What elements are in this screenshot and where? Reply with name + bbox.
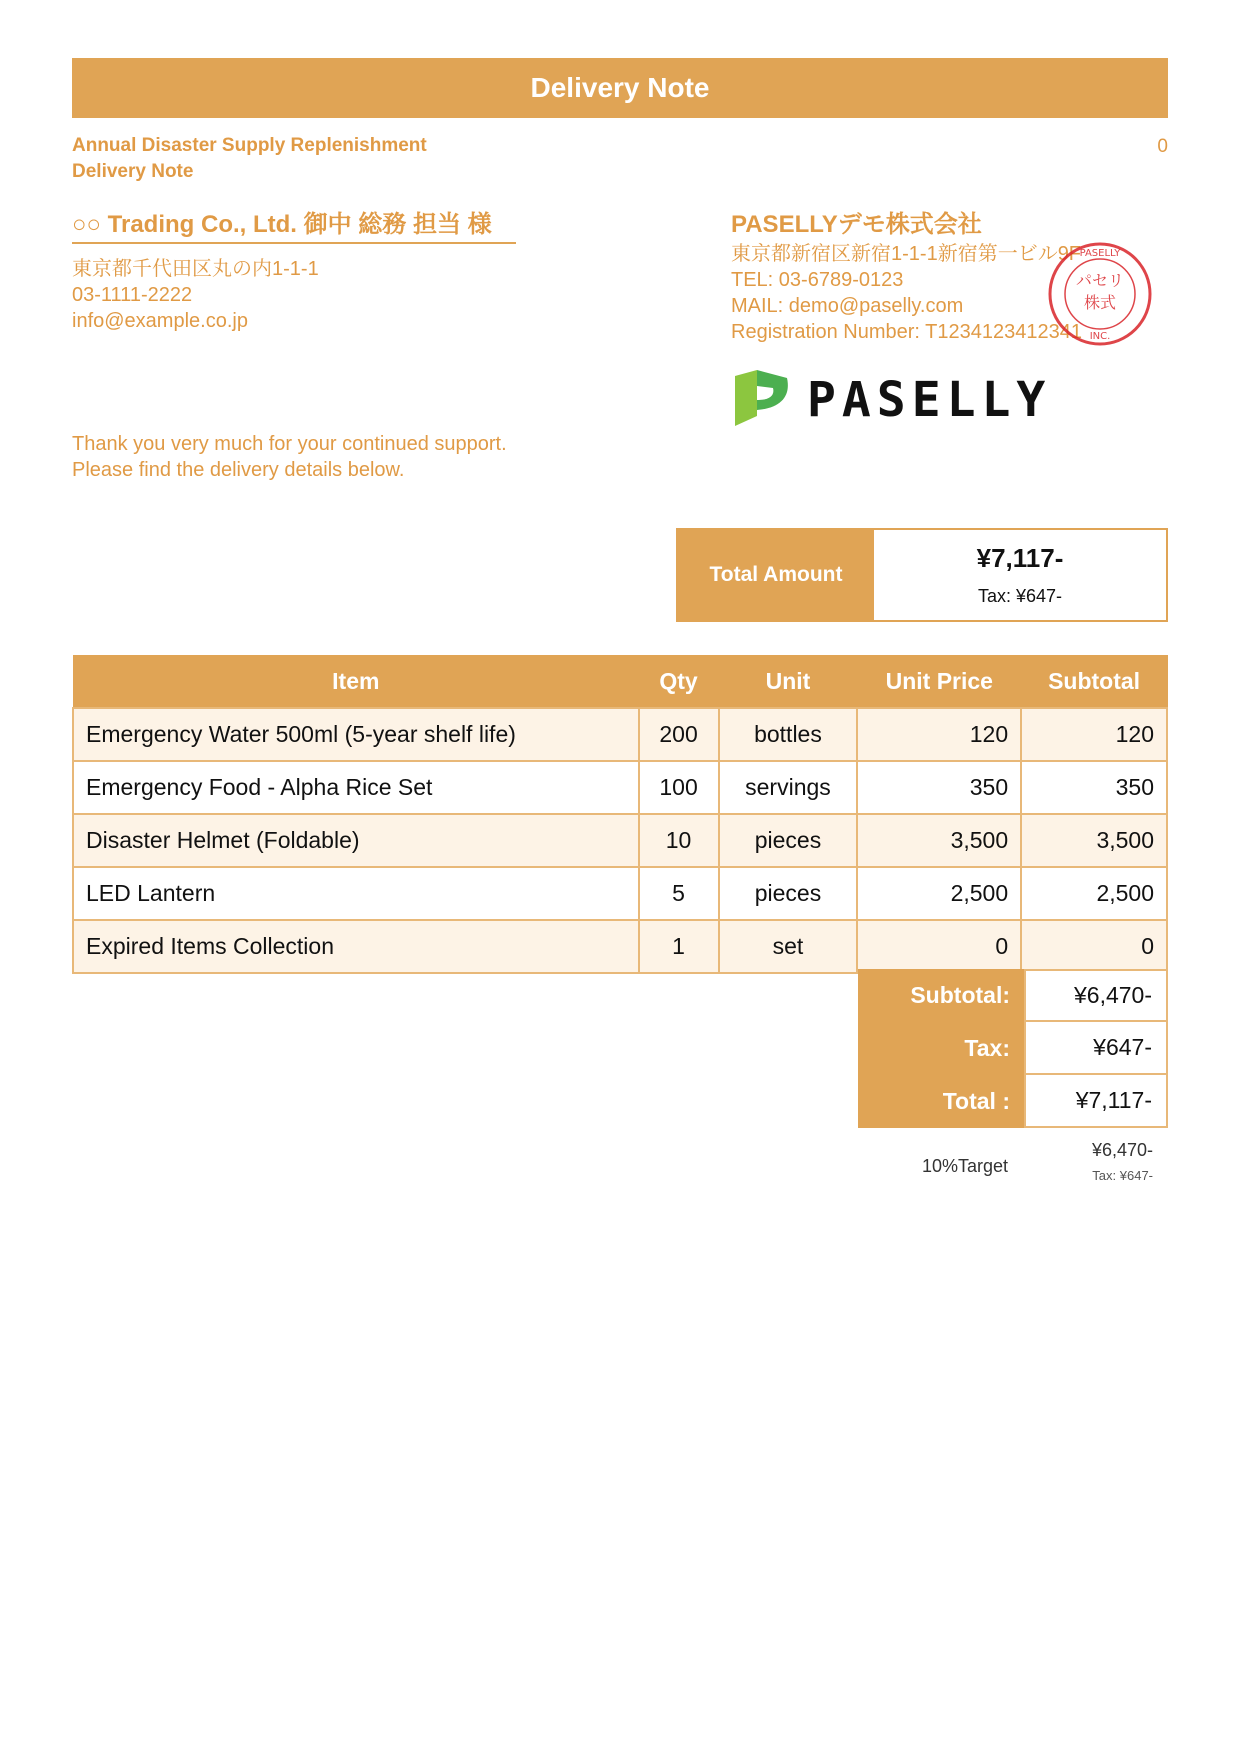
subtitle-line-1: Annual Disaster Supply Replenishment — [72, 135, 427, 156]
sender-registration: Registration Number: T1234123412341 — [731, 321, 1082, 343]
summary-subtotal-label: Subtotal: — [858, 969, 1024, 1022]
total-amount-value-cell — [874, 530, 1166, 620]
sender-mail: MAIL: demo@paselly.com — [731, 295, 964, 317]
summary-tax-row — [858, 1022, 1168, 1075]
summary-totals — [858, 969, 1168, 1128]
cell-unit-price: 0 — [857, 920, 1021, 973]
cell-unit-price: 120 — [857, 708, 1021, 761]
cell-subtotal: 120 — [1021, 708, 1167, 761]
greeting-line-1: Thank you very much for your continued support. — [72, 433, 507, 455]
table-row — [73, 867, 1167, 920]
tax-breakdown-amount: ¥6,470- — [1091, 1140, 1153, 1160]
total-amount-label: Total Amount — [678, 530, 874, 620]
total-amount-box — [676, 528, 1168, 622]
sender-name: PASELLYデモ株式会社 — [731, 211, 982, 238]
tax-breakdown — [858, 1138, 1168, 1188]
summary-total-row — [858, 1075, 1168, 1128]
cell-qty: 200 — [639, 708, 719, 761]
summary-tax-value: ¥647- — [1024, 1022, 1168, 1075]
svg-text:PASELLY: PASELLY — [1079, 248, 1121, 259]
cell-subtotal: 2,500 — [1021, 867, 1167, 920]
greeting-message — [72, 431, 507, 483]
svg-text:INC.: INC. — [1089, 331, 1111, 342]
cell-qty: 1 — [639, 920, 719, 973]
header-qty: Qty — [639, 656, 719, 709]
summary-subtotal-row — [858, 969, 1168, 1022]
cell-qty: 5 — [639, 867, 719, 920]
subtitle-line-2: Delivery Note — [72, 161, 194, 182]
page-number: 0 — [1157, 136, 1168, 157]
recipient-phone: 03-1111-2222 — [72, 284, 193, 306]
cell-item: Expired Items Collection — [73, 920, 639, 973]
recipient-name: ○○ Trading Co., Ltd. 御中 総務 担当 様 — [72, 210, 516, 244]
cell-subtotal: 0 — [1021, 920, 1167, 973]
cell-item: Emergency Food - Alpha Rice Set — [73, 761, 639, 814]
cell-unit: pieces — [719, 814, 858, 867]
sender-tel: TEL: 03-6789-0123 — [731, 269, 904, 291]
table-row — [73, 920, 1167, 973]
table-row — [73, 708, 1167, 761]
cell-subtotal: 3,500 — [1021, 814, 1167, 867]
cell-item: Emergency Water 500ml (5-year shelf life) — [73, 708, 639, 761]
summary-total-value: ¥7,117- — [1024, 1075, 1168, 1128]
cell-unit: servings — [719, 761, 858, 814]
recipient-email: info@example.co.jp — [72, 310, 248, 332]
cell-unit-price: 350 — [857, 761, 1021, 814]
company-seal-stamp — [1046, 240, 1154, 348]
logo-wordmark: PASELLY — [807, 372, 1052, 428]
table-row — [73, 761, 1167, 814]
cell-unit: bottles — [719, 708, 858, 761]
total-amount-tax: Tax: ¥647- — [977, 586, 1063, 606]
cell-item: LED Lantern — [73, 867, 639, 920]
tax-breakdown-tax: Tax: ¥647- — [1092, 1168, 1153, 1183]
summary-subtotal-value: ¥6,470- — [1024, 969, 1168, 1022]
header-unit-price: Unit Price — [857, 656, 1021, 709]
cell-unit-price: 3,500 — [857, 814, 1021, 867]
document-title: Delivery Note — [72, 58, 1168, 118]
items-table — [72, 655, 1168, 974]
cell-item: Disaster Helmet (Foldable) — [73, 814, 639, 867]
cell-unit: pieces — [719, 867, 858, 920]
paselly-leaf-icon — [735, 370, 788, 426]
sender-address: 東京都新宿区新宿1-1-1新宿第一ビル9F — [731, 243, 1082, 265]
tax-breakdown-label: 10%Target — [921, 1156, 1008, 1176]
cell-subtotal: 350 — [1021, 761, 1167, 814]
table-header-row — [73, 656, 1167, 709]
cell-unit: set — [719, 920, 858, 973]
cell-qty: 100 — [639, 761, 719, 814]
paselly-logo — [731, 368, 1071, 430]
document-subtitle — [72, 133, 592, 185]
summary-total-label: Total : — [858, 1075, 1024, 1128]
table-row — [73, 814, 1167, 867]
header-subtotal: Subtotal — [1021, 656, 1167, 709]
total-amount-value: ¥7,117- — [976, 543, 1064, 573]
cell-qty: 10 — [639, 814, 719, 867]
header-unit: Unit — [719, 656, 858, 709]
header-item: Item — [73, 656, 639, 709]
recipient-info — [72, 256, 516, 334]
svg-text:パセリ: パセリ — [1075, 271, 1125, 290]
svg-text:株式: 株式 — [1083, 293, 1117, 312]
cell-unit-price: 2,500 — [857, 867, 1021, 920]
recipient-block — [72, 210, 516, 334]
recipient-address: 東京都千代田区丸の内1-1-1 — [72, 258, 319, 280]
summary-tax-label: Tax: — [858, 1022, 1024, 1075]
greeting-line-2: Please find the delivery details below. — [72, 459, 405, 481]
